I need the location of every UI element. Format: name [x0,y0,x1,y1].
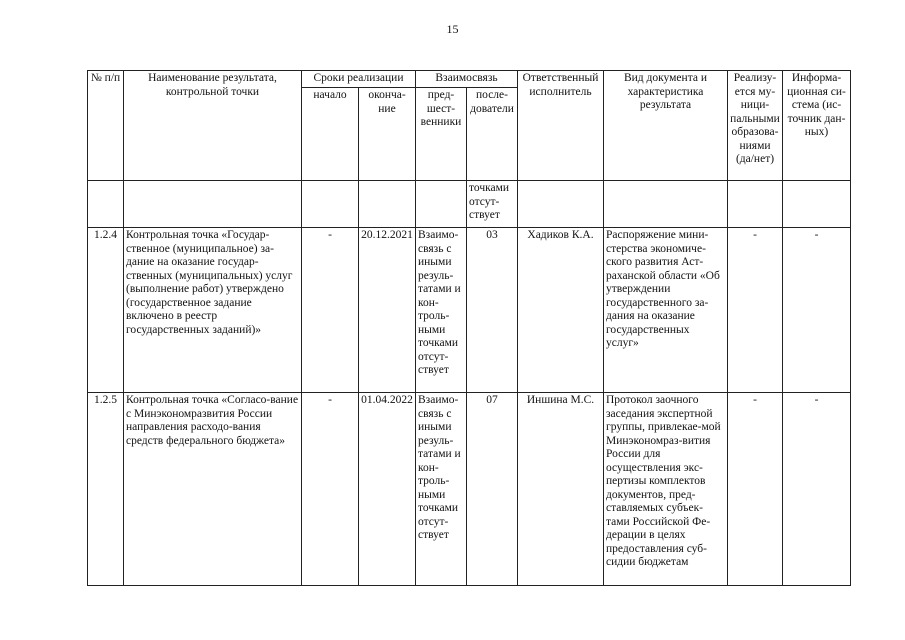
row-num: 1.2.5 [88,393,124,586]
header-name: Наименование результата, контрольной точки [124,71,302,181]
continuation-successors: точками отсут-ствует [467,181,518,228]
table-row [88,228,851,393]
table-row [88,393,851,586]
row-start: - [302,393,359,586]
header-relation: Взаимосвязь [416,71,518,88]
header-successors: после-дователи [467,88,518,181]
header-info-system: Информа-ционная си-стема (ис-точник дан-ных) [783,71,851,181]
row-predecessors: Взаимо-связь с иными резуль-татами и кон-троль-ными точками отсут-ствует [416,228,467,393]
row-info-system: - [783,228,851,393]
row-successors: 03 [467,228,518,393]
page-number: 15 [446,22,459,36]
header-end: оконча-ние [359,88,416,181]
header-deadlines: Сроки реализации [302,71,416,88]
header-predecessors: пред-шест-венники [416,88,467,181]
header-doc-type: Вид документа и характеристика результата [604,71,728,181]
row-doc-type: Протокол заочного заседания экспертной группы, привлекае-мой Минэкономраз-вития России для осуществления экс-пертизы комплектов документов, пред-ставляемых субъек-тами Российской Фе-дерации в целях предоставления суб-сидии бюджетам [604,393,728,586]
row-responsible: Иншина М.С. [518,393,604,586]
header-start: начало [302,88,359,181]
row-end: 20.12.2021 [359,228,416,393]
header-row-top [88,71,851,88]
row-name: Контрольная точка «Государ-ственное (муниципальное) за-дание на оказание государ-ственных (муниципальных) услуг (выполнение работ) утверждено (государственное задание включено в реестр государственных заданий)» [124,228,302,393]
row-name: Контрольная точка «Согласо-вание с Минэкономразвития России направления расходо-вания средств федерального бюджета» [124,393,302,586]
row-num: 1.2.4 [88,228,124,393]
table-row-continuation [88,181,851,228]
results-table [87,70,851,586]
row-responsible: Хадиков К.А. [518,228,604,393]
row-municipal: - [728,393,783,586]
row-predecessors: Взаимо-связь с иными резуль-татами и кон-троль-ными точками отсут-ствует [416,393,467,586]
row-doc-type: Распоряжение мини-стерства экономиче-ского развития Аст-раханской области «Об утверждении государственного за-дания на оказание государственных услуг» [604,228,728,393]
row-start: - [302,228,359,393]
row-successors: 07 [467,393,518,586]
row-end: 01.04.2022 [359,393,416,586]
row-municipal: - [728,228,783,393]
header-num: № п/п [88,71,124,181]
row-info-system: - [783,393,851,586]
header-municipal: Реализу-ется му-ници-пальными образова-ниями (да/нет) [728,71,783,181]
header-responsible: Ответственный исполнитель [518,71,604,181]
